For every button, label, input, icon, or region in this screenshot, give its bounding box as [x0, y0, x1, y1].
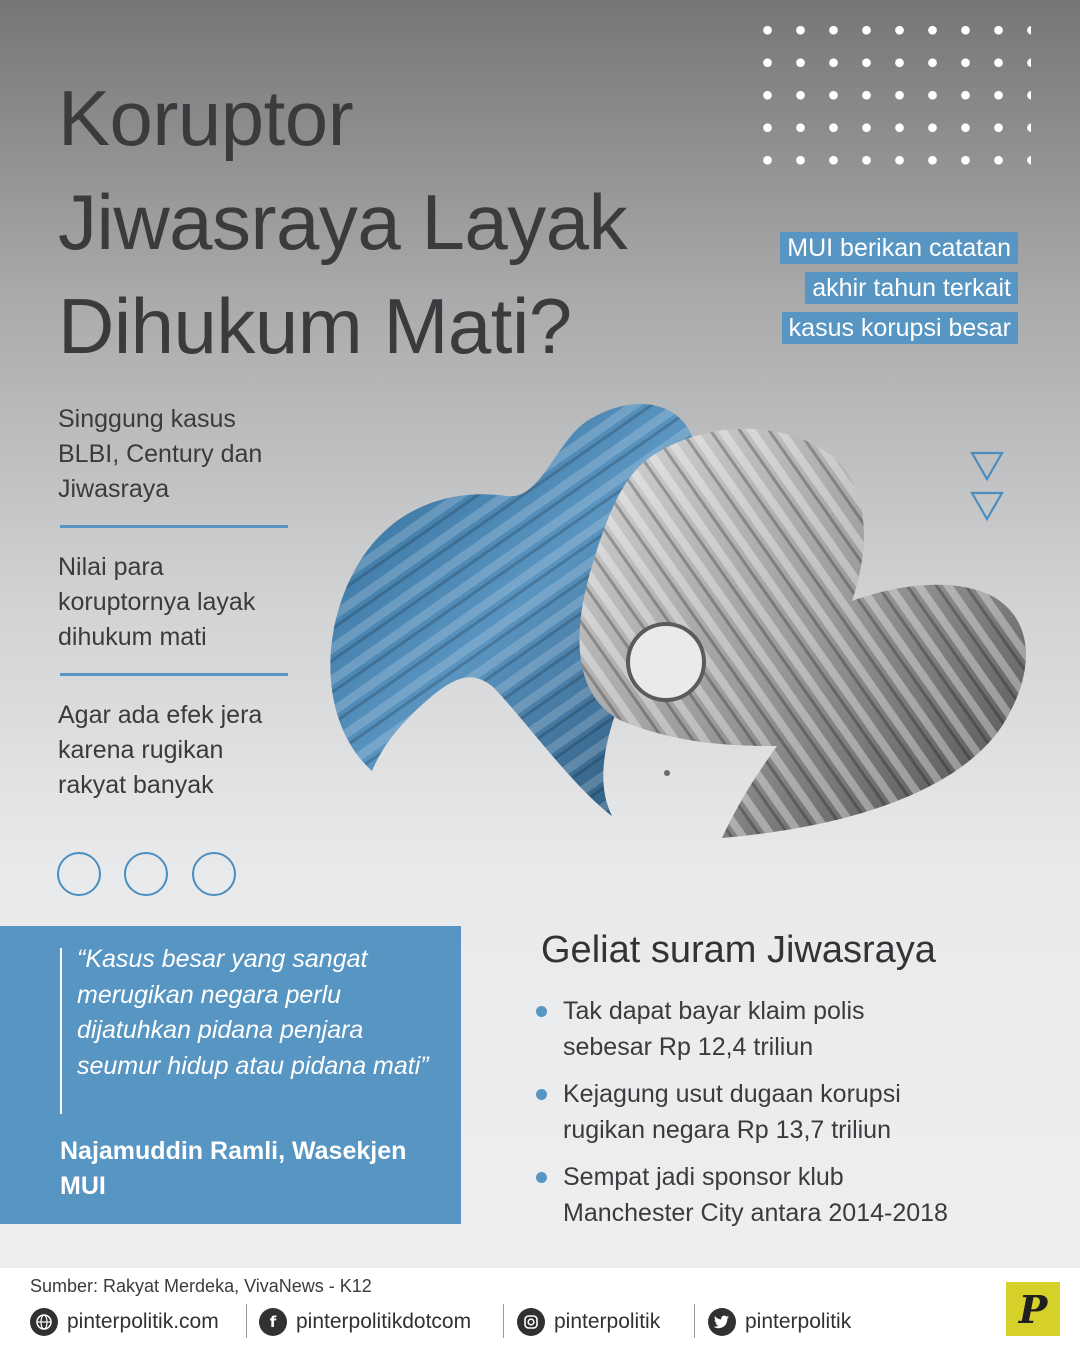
fact-line: rugikan negara Rp 13,7 triliun [563, 1115, 891, 1144]
divider [246, 1304, 247, 1338]
fact-line: Sempat jadi sponsor klub [563, 1163, 844, 1191]
social-link-twitter[interactable] [708, 1308, 851, 1336]
circle-outline-icon [192, 852, 236, 896]
triangle-down-icon [970, 490, 1004, 522]
circle-outline-icon [57, 852, 101, 896]
list-item [536, 1160, 948, 1231]
list-item [536, 994, 948, 1065]
small-dot [664, 770, 670, 776]
divider [60, 525, 288, 528]
social-label: pinterpolitikdotcom [296, 1310, 472, 1333]
bullet-icon [536, 1172, 547, 1183]
fact-line: Manchester City antara 2014-2018 [563, 1198, 948, 1227]
globe-icon [30, 1308, 58, 1336]
social-label: pinterpolitik [554, 1310, 661, 1333]
social-link-website[interactable] [30, 1308, 219, 1336]
list-item [536, 1077, 948, 1148]
title-line: Dihukum Mati? [58, 282, 572, 370]
triangle-down-icon [970, 450, 1004, 482]
key-point: Nilai para koruptornya layak dihukum mati [58, 553, 256, 651]
footer [0, 1268, 1080, 1350]
source-text: Sumber: Rakyat Merdeka, VivaNews - K12 [30, 1276, 372, 1296]
circle-outline-icon [124, 852, 168, 896]
dot-grid-decoration [751, 14, 1031, 184]
divider [694, 1304, 695, 1338]
quote-bar [60, 948, 62, 1114]
social-label: pinterpolitik [745, 1310, 852, 1333]
social-link-instagram[interactable] [517, 1308, 660, 1336]
divider [503, 1304, 504, 1338]
bullet-icon [536, 1006, 547, 1017]
quote-box [0, 926, 461, 1224]
key-points [58, 402, 298, 803]
tag-line: kasus korupsi besar [782, 312, 1018, 344]
twitter-icon [708, 1308, 736, 1336]
hole-ring-icon [628, 624, 704, 700]
title-line: Koruptor [58, 74, 354, 162]
facebook-icon: f [259, 1308, 287, 1336]
page-title [58, 66, 627, 378]
brand-logo [1006, 1282, 1060, 1336]
divider [60, 673, 288, 676]
fact-line: Tak dapat bayar klaim polis [563, 997, 865, 1025]
title-line: Jiwasraya Layak [58, 178, 628, 266]
key-point: Agar ada efek jera karena rugikan rakyat banyak [58, 701, 263, 799]
quote-text: “Kasus besar yang sangat merugikan negara perlu dijatuhkan pidana penjara seumur hidup atau pidana mati” [77, 945, 429, 1080]
social-label: pinterpolitik.com [67, 1310, 219, 1333]
instagram-icon [517, 1308, 545, 1336]
social-link-facebook[interactable] [259, 1308, 471, 1336]
subtitle-tag [780, 232, 1018, 352]
bullet-icon [536, 1089, 547, 1100]
quote-author: Najamuddin Ramli, Wasekjen MUI [60, 1137, 407, 1200]
tag-line: MUI berikan catatan [780, 232, 1018, 264]
logo-letter: P [1018, 1286, 1048, 1332]
tag-line: akhir tahun terkait [805, 272, 1018, 304]
fact-line: Kejagung usut dugaan korupsi [563, 1080, 901, 1108]
money-illustration [322, 396, 1032, 846]
fact-line: sebesar Rp 12,4 triliun [563, 1032, 814, 1061]
key-point: Singgung kasus BLBI, Century dan Jiwasraya [58, 405, 263, 503]
facts-heading: Geliat suram Jiwasraya [541, 929, 936, 971]
facts-list [536, 994, 948, 1243]
